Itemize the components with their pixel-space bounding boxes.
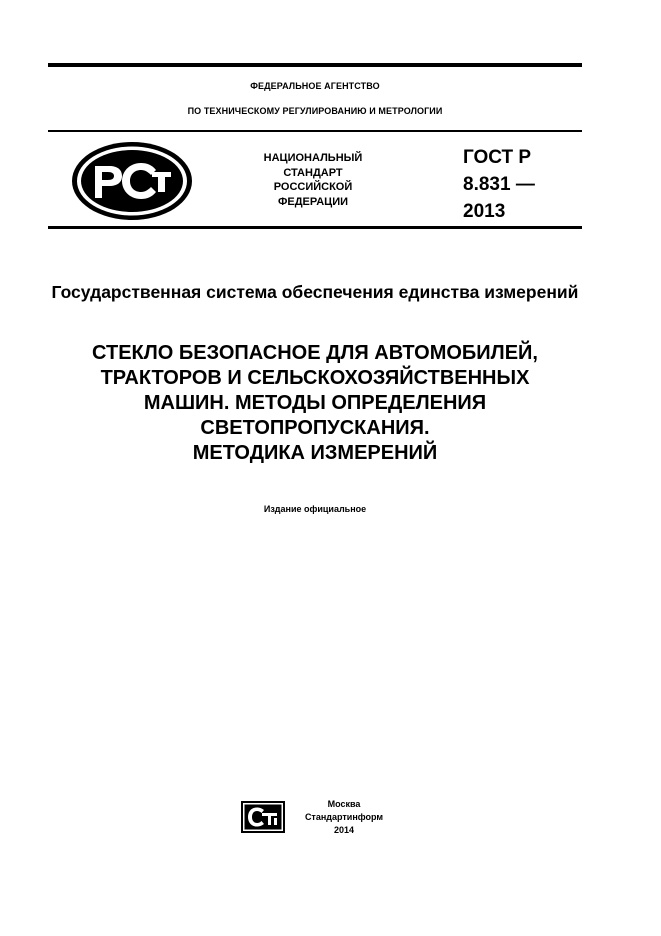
publisher-name: Стандартинформ	[304, 812, 384, 822]
standartinform-logo-icon	[240, 800, 286, 834]
standard-type-label	[246, 151, 380, 209]
document-title-line: ТРАКТОРОВ И СЕЛЬСКОХОЗЯЙСТВЕННЫХ	[100, 367, 530, 389]
bottom-divider	[48, 226, 582, 229]
standard-type-line: НАЦИОНАЛЬНЫЙ	[263, 152, 363, 164]
agency-name-line-2: ПО ТЕХНИЧЕСКОМУ РЕГУЛИРОВАНИЮ И МЕТРОЛОГИИ	[187, 106, 443, 116]
agency-name-line-1: ФЕДЕРАЛЬНОЕ АГЕНТСТВО	[250, 81, 380, 91]
standard-type-line: ФЕДЕРАЦИИ	[277, 195, 349, 208]
publisher-info	[290, 798, 398, 837]
document-title-line: СТЕКЛО БЕЗОПАСНОЕ ДЛЯ АВТОМОБИЛЕЙ,	[92, 342, 538, 364]
middle-divider	[48, 130, 582, 132]
rst-certification-mark-icon	[70, 140, 194, 222]
system-title: Государственная система обеспечения единства измерений	[51, 282, 579, 302]
standard-type-line: РОССИЙСКОЙ	[273, 181, 353, 193]
standard-type-line: СТАНДАРТ	[283, 166, 343, 179]
publication-year: 2014	[333, 825, 355, 835]
standard-number-line: 8.831 —	[463, 174, 535, 195]
document-title-line: СВЕТОПРОПУСКАНИЯ.	[200, 417, 430, 439]
document-title	[30, 341, 600, 466]
standard-number-line: ГОСТ Р	[463, 147, 532, 168]
publisher-city: Москва	[327, 799, 361, 809]
top-divider	[48, 63, 582, 67]
document-title-line: МАШИН. МЕТОДЫ ОПРЕДЕЛЕНИЯ	[143, 392, 487, 414]
standard-number	[463, 144, 535, 225]
edition-label: Издание официальное	[263, 504, 367, 514]
document-title-line: МЕТОДИКА ИЗМЕРЕНИЙ	[192, 442, 438, 464]
standard-number-line: 2013	[463, 201, 506, 222]
